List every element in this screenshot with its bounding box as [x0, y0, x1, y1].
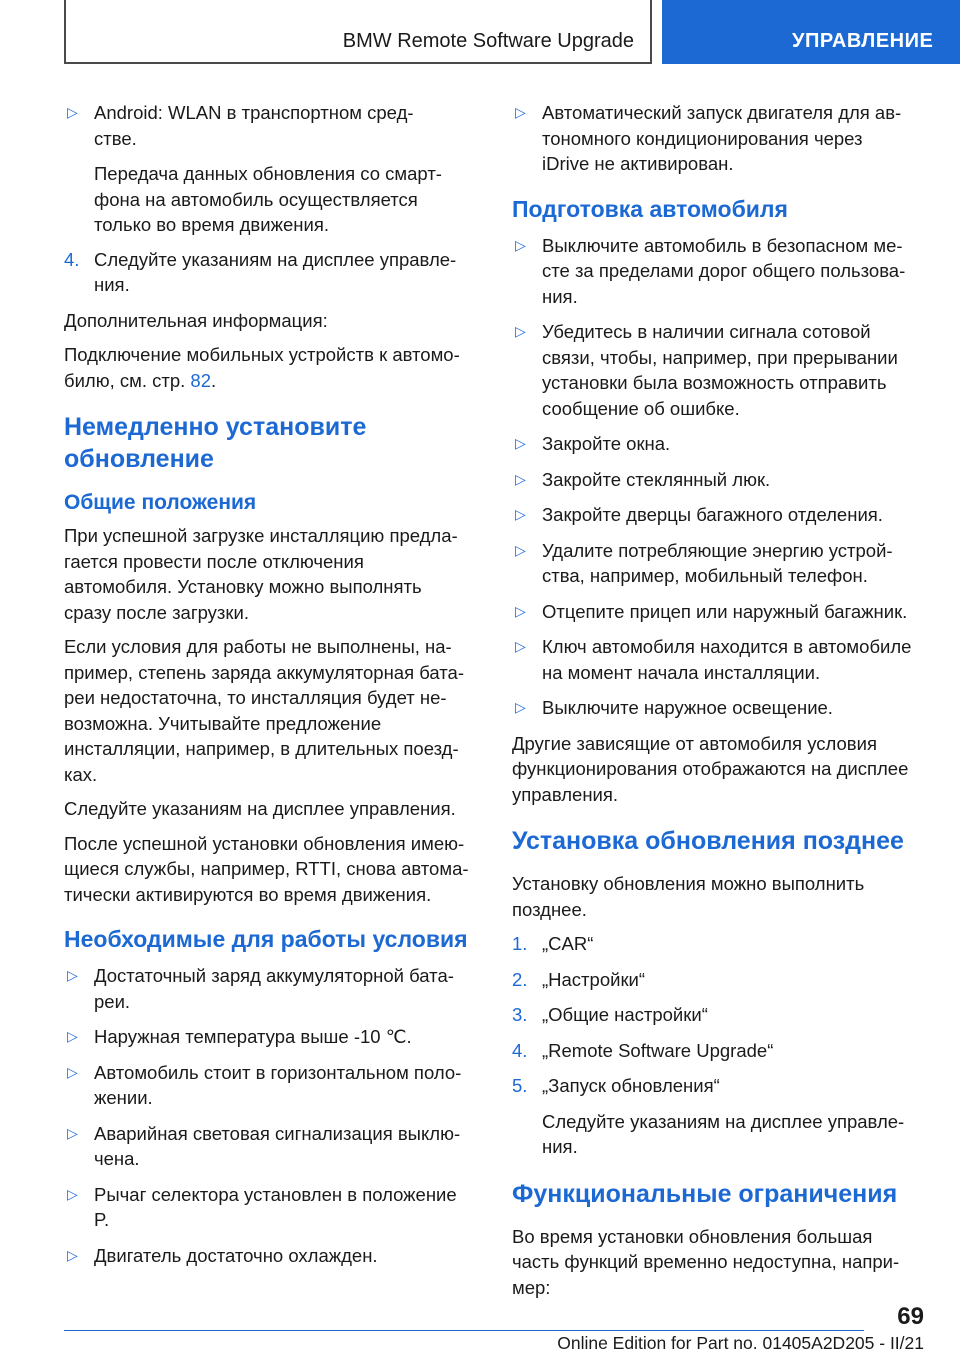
- subsection-heading: Общие положения: [64, 491, 257, 514]
- list-item: ▷ Удалите потребляющие энергию устрой- ства, например, мобильный телефон.: [515, 539, 893, 586]
- section-heading: Немедленно установите обновление: [64, 413, 367, 473]
- list-item: ▷ Выключите автомобиль в безопасном ме- сте за пределами дорог общего пользова- ния.: [515, 234, 906, 307]
- right-column: [512, 100, 924, 1309]
- subsection-heading: Подготовка автомобиля: [512, 195, 788, 222]
- step-number: 4.: [64, 248, 80, 270]
- step-number: 1.: [512, 933, 528, 954]
- list-item: ▷ Закройте окна.: [512, 431, 924, 457]
- list-item: 2. „Настройки“: [512, 967, 924, 993]
- triangle-bullet-icon: ▷: [67, 1028, 78, 1044]
- page-link[interactable]: 82: [190, 369, 211, 391]
- triangle-bullet-icon: ▷: [67, 967, 78, 983]
- triangle-bullet-icon: ▷: [515, 541, 526, 558]
- list-item: 4. „Remote Software Upgrade“: [512, 1038, 924, 1064]
- list-item: ▷ Рычаг селектора установлен в положение P.: [67, 1183, 457, 1230]
- triangle-bullet-icon: ▷: [515, 699, 526, 715]
- list-item: 3. „Общие настройки“: [512, 1002, 924, 1028]
- step-number: 3.: [512, 1004, 528, 1025]
- subsection-heading: Необходимые для работы условия: [64, 926, 468, 952]
- triangle-bullet-icon: ▷: [67, 104, 78, 120]
- list-item: ▷ Закройте стеклянный люк.: [512, 467, 924, 493]
- list-item: 1. „CAR“: [512, 931, 924, 957]
- triangle-bullet-icon: ▷: [67, 1185, 78, 1202]
- footer-divider: [64, 1330, 864, 1331]
- paragraph: При успешной загрузке инсталляцию предла- гается провести после отключения автомобиля. Установку можно выполнять сразу после загрузки.: [64, 525, 458, 623]
- step-number: 5.: [512, 1075, 528, 1096]
- paragraph: После успешной установки обновления имею- щиеся службы, например, RTTI, снова автома- тически активируются во время движения.: [64, 832, 469, 905]
- triangle-bullet-icon: ▷: [515, 470, 526, 487]
- left-column: [64, 100, 476, 1278]
- triangle-bullet-icon: ▷: [515, 236, 526, 253]
- page-number: 69: [897, 1303, 924, 1330]
- triangle-bullet-icon: ▷: [515, 506, 526, 522]
- step-number: 4.: [512, 1039, 528, 1061]
- triangle-bullet-icon: ▷: [515, 104, 526, 120]
- triangle-bullet-icon: ▷: [515, 602, 526, 619]
- paragraph: Если условия для работы не выполнены, на- пример, степень заряда аккумуляторная бата- реи недостаточна, то инсталляция будет не- возможна. Учитывайте предложение инсталляции, например, в длительных поезд- ках.: [64, 636, 464, 785]
- header-frame: [64, 0, 652, 64]
- paragraph: Во время установки обновления большая часть функций временно недоступна, напри- мер:: [512, 1225, 900, 1298]
- section-label: УПРАВЛЕНИЕ: [792, 30, 934, 52]
- footer-edition: Online Edition for Part no. 01405A2D205 - II/21: [557, 1333, 924, 1353]
- list-item: ▷ Убедитесь в наличии сигнала сотовой связи, чтобы, например, при прерывании установки была возможность отправить сообщение об ошибке.: [515, 321, 898, 419]
- list-item: ▷ Двигатель достаточно охлажден.: [64, 1243, 476, 1269]
- list-item: ▷ Отцепите прицеп или наружный багажник.: [512, 599, 924, 625]
- list-item: ▷ Выключите наружное освещение.: [512, 695, 924, 721]
- list-item: ▷ Android: WLAN в транспортном сред- стве.: [67, 102, 414, 149]
- triangle-bullet-icon: ▷: [515, 435, 526, 451]
- paragraph: Установку обновления можно выполнить позднее.: [512, 873, 865, 920]
- list-item: ▷ Наружная температура выше -10 ℃.: [64, 1024, 476, 1050]
- section-heading: Функциональные ограничения: [512, 1179, 898, 1208]
- step-number: 2.: [512, 968, 528, 990]
- list-item: ▷ Автоматический запуск двигателя для ав- тономного кондиционирования через iDrive не активирован.: [515, 102, 902, 174]
- section-tab: [662, 0, 960, 64]
- list-item: ▷ Достаточный заряд аккумуляторной бата- реи.: [67, 965, 454, 1012]
- triangle-bullet-icon: ▷: [515, 638, 526, 654]
- triangle-bullet-icon: ▷: [67, 1063, 78, 1080]
- paragraph: Передача данных обновления со смарт- фона на автомобиль осуществляется только во время движения.: [94, 163, 442, 235]
- paragraph: Следуйте указаниям на дисплее управления.: [64, 798, 456, 819]
- header-title: BMW Remote Software Upgrade: [342, 30, 634, 52]
- list-item: 4. Следуйте указаниям на дисплее управле- ния.: [64, 248, 457, 295]
- list-item: ▷ Автомобиль стоит в горизонтальном поло- жении.: [67, 1061, 462, 1108]
- paragraph: Следуйте указаниям на дисплее управле- ния.: [542, 1110, 905, 1157]
- paragraph: Другие зависящие от автомобиля условия функционирования отображаются на дисплее управления.: [512, 732, 909, 805]
- list-item: ▷ Закройте дверцы багажного отделения.: [512, 502, 924, 528]
- paragraph: Подключение мобильных устройств к автомо- билю, см. стр. 82.: [64, 344, 460, 391]
- section-heading: Установка обновления позднее: [512, 827, 904, 855]
- list-item: 5. „Запуск обновления“: [512, 1073, 924, 1099]
- list-item: ▷ Ключ автомобиля находится в автомобиле на момент начала инсталляции.: [515, 636, 912, 683]
- paragraph: Дополнительная информация:: [64, 309, 328, 331]
- list-item: ▷ Аварийная световая сигнализация выклю- чена.: [67, 1122, 461, 1169]
- triangle-bullet-icon: ▷: [515, 323, 526, 339]
- triangle-bullet-icon: ▷: [67, 1124, 78, 1141]
- triangle-bullet-icon: ▷: [67, 1246, 78, 1263]
